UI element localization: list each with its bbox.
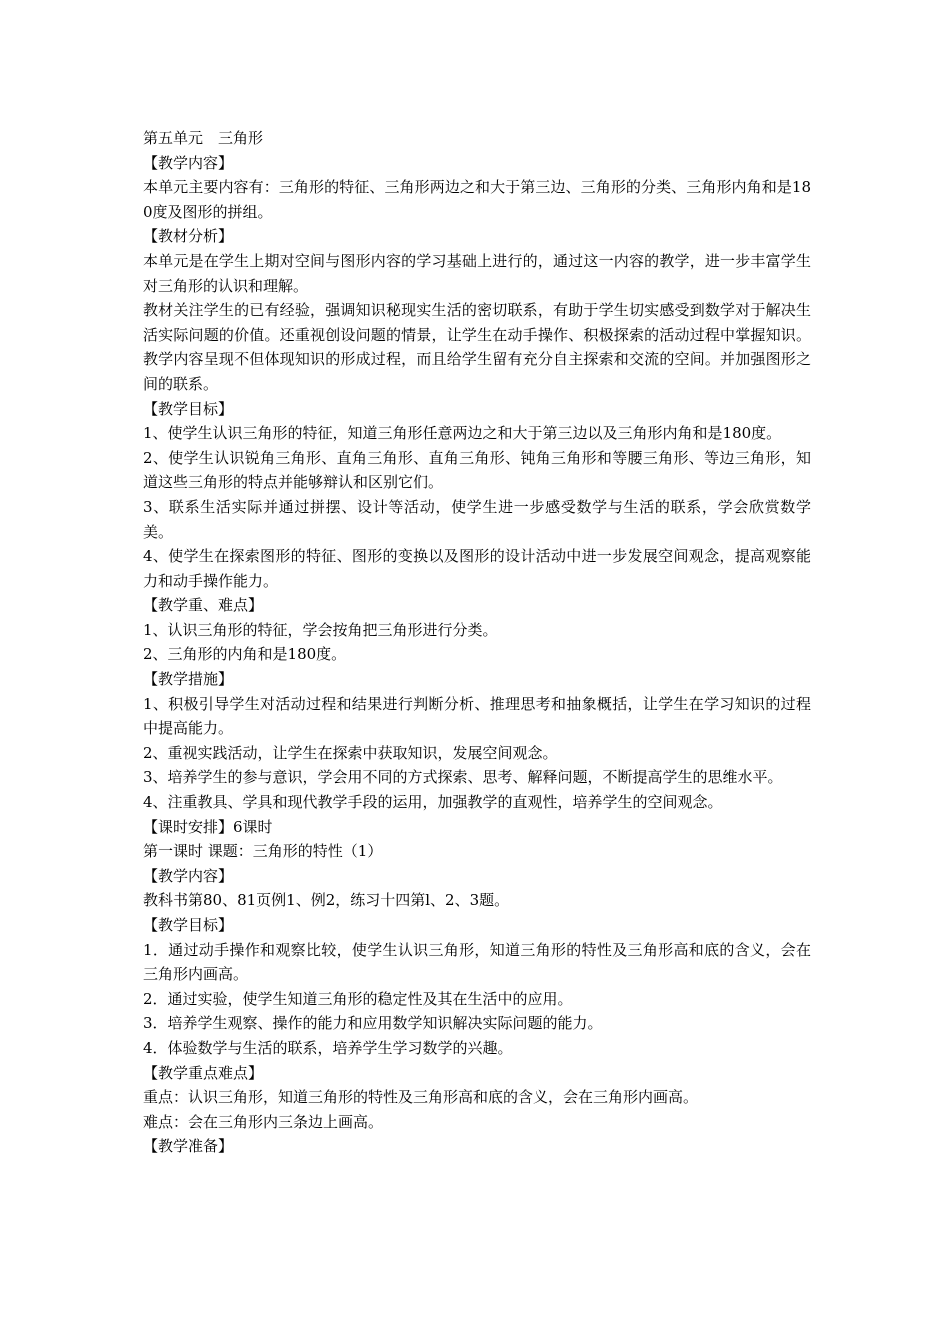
list-item: 4．体验数学与生活的联系，培养学生学习数学的兴趣。	[143, 1038, 513, 1057]
list-item: 3、联系生活实际并通过拼摆、设计等活动，使学生进一步感受数学与生活的联系，学会欣赏数学美。	[143, 497, 811, 541]
list-item: 3、培养学生的参与意识，学会用不同的方式探索、思考、解释问题，不断提高学生的思维水平。	[143, 768, 783, 787]
unit-title: 第五单元 三角形	[143, 129, 264, 147]
paragraph: 教科书第80、81页例1、例2，练习十四第l、2、3题。	[143, 891, 510, 910]
list-item: 2．通过实验，使学生知道三角形的稳定性及其在生活中的应用。	[143, 989, 573, 1008]
section-heading: 【教学目标】	[143, 399, 234, 418]
list-item: 1．通过动手操作和观察比较，使学生认识三角形，知道三角形的特性及三角形高和底的含义，会在三角形内画高。	[143, 940, 811, 984]
section-heading: 【课时安排】6课时	[143, 817, 273, 836]
list-item: 4、注重教具、学具和现代教学手段的运用，加强教学的直观性，培养学生的空间观念。	[143, 793, 723, 812]
paragraph: 重点：认识三角形，知道三角形的特性及三角形高和底的含义，会在三角形内画高。	[143, 1088, 699, 1107]
list-item: 1、认识三角形的特征，学会按角把三角形进行分类。	[143, 620, 498, 639]
paragraph: 教材关注学生的已有经验，强调知识秘现实生活的密切联系，有助于学生切实感受到数学对于解决生活实际问题的价值。还重视创设问题的情景，让学生在动手操作、积极探索的活动过程中掌握知识。教学内容呈现不但体现知识的形成过程，而且给学生留有充分自主探索和交流的空间。并加强图形之间的联系。	[143, 301, 811, 393]
section-heading: 【教学准备】	[143, 1137, 234, 1156]
section-heading: 【教材分析】	[143, 227, 234, 246]
section-heading: 【教学重点难点】	[143, 1063, 264, 1082]
list-item: 1、使学生认识三角形的特征，知道三角形任意两边之和大于第三边以及三角形内角和是180度。	[143, 424, 782, 443]
paragraph: 本单元主要内容有：三角形的特征、三角形两边之和大于第三边、三角形的分类、三角形内角和是180度及图形的拼组。	[143, 178, 811, 221]
section-heading: 【教学措施】	[143, 670, 234, 689]
list-item: 2、重视实践活动，让学生在探索中获取知识，发展空间观念。	[143, 743, 558, 762]
list-item: 4、使学生在探索图形的特征、图形的变换以及图形的设计活动中进一步发展空间观念，提高观察能力和动手操作能力。	[143, 547, 811, 590]
list-item: 1、积极引导学生对活动过程和结果进行判断分析、推理思考和抽象概括，让学生在学习知识的过程中提高能力。	[143, 694, 811, 738]
section-heading: 【教学内容】	[143, 153, 234, 172]
section-heading: 【教学重、难点】	[143, 596, 264, 615]
list-item: 2、使学生认识锐角三角形、直角三角形、直角三角形、钝角三角形和等腰三角形、等边三角形，知道这些三角形的特点并能够辩认和区别它们。	[143, 448, 811, 492]
list-item: 2、三角形的内角和是180度。	[143, 645, 347, 664]
section-heading: 【教学内容】	[143, 866, 234, 885]
list-item: 3．培养学生观察、操作的能力和应用数学知识解决实际问题的能力。	[143, 1014, 603, 1033]
document-body	[143, 126, 811, 1159]
paragraph: 难点：会在三角形内三条边上画高。	[143, 1112, 384, 1131]
paragraph: 本单元是在学生上期对空间与图形内容的学习基础上进行的，通过这一内容的教学，进一步丰富学生对三角形的认识和理解。	[143, 251, 811, 295]
lesson-title: 第一课时 课题：三角形的特性（1）	[143, 842, 383, 861]
section-heading: 【教学目标】	[143, 916, 234, 934]
